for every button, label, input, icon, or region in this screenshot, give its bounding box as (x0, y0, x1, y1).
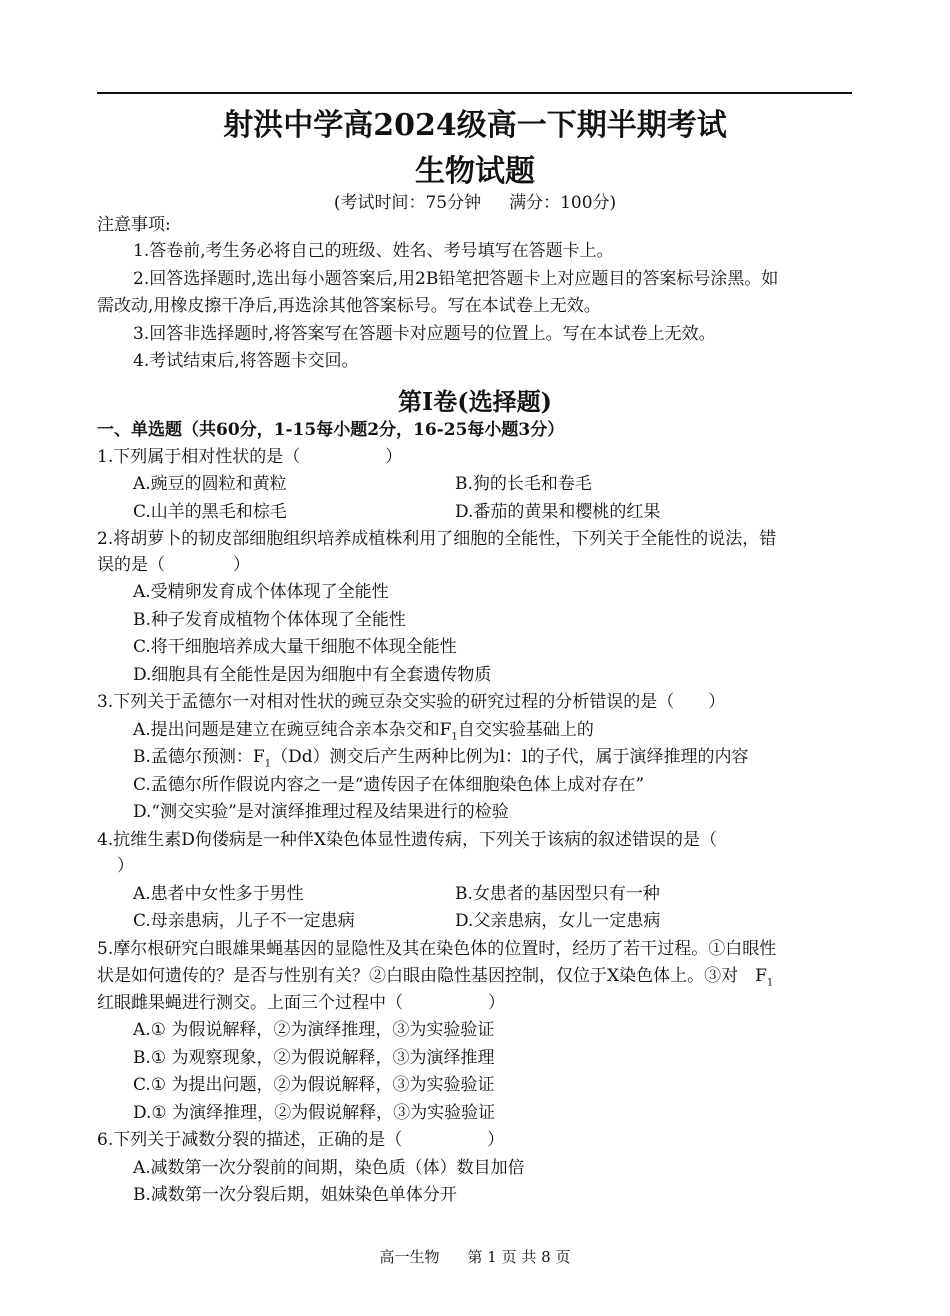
question-stem: ） (117, 856, 134, 876)
option: D.番茄的黄果和樱桃的红果 (455, 502, 661, 522)
option: A.豌豆的圆粒和黄粒 (133, 474, 287, 494)
notice-item: 1.答卷前,考生务必将自己的班级、姓名、考号填写在答题卡上。 (133, 241, 614, 261)
question-stem: 6.下列关于减数分裂的描述，正确的是（ ） (97, 1130, 505, 1150)
option: A.受精卵发育成个体体现了全能性 (133, 582, 389, 602)
option: D.① 为演绎推理，②为假说解释，③为实验验证 (133, 1103, 496, 1123)
notice-heading: 注意事项: (97, 215, 171, 235)
option: A.提出问题是建立在豌豆纯合亲本杂交和$F_1$自交实验基础上的 (133, 720, 594, 743)
page-footer (0, 1246, 950, 1267)
option: C.山羊的黑毛和棕毛 (133, 502, 287, 522)
option: B.减数第一次分裂后期，姐妹染色单体分开 (133, 1185, 457, 1205)
notice-item: 需改动,用橡皮擦干净后,再选涂其他答案标号。写在本试卷上无效。 (97, 296, 601, 316)
notice-item: 3.回答非选择题时,将答案写在答题卡对应题号的位置上。写在本试卷上无效。 (133, 324, 716, 344)
part-heading: 一、单选题（共60分，1-15每小题2分，16-25每小题3分） (97, 420, 565, 440)
question-stem: 2.将胡萝卜的韧皮部细胞组织培养成植株利用了细胞的全能性，下列关于全能性的说法，错 (97, 529, 777, 549)
question-stem: 状是如何遗传的？是否与性别有关？②白眼由隐性基因控制，仅位于X染色体上。③对 $F_1$ (97, 966, 774, 989)
exam-meta (0, 188, 950, 213)
question-stem: 4.抗维生素D佝偻病是一种伴X染色体显性遗传病，下列关于该病的叙述错误的是（ (97, 830, 717, 850)
exam-time: (考试时间：75分钟 (333, 193, 482, 213)
exam-subtitle: 生物试题 (415, 154, 535, 189)
option: A.患者中女性多于男性 (133, 884, 304, 904)
option: B.女患者的基因型只有一种 (455, 884, 660, 904)
option: D.“测交实验”是对演绎推理过程及结果进行的检验 (133, 802, 509, 822)
option: C.孟德尔所作假说内容之一是“遗传因子在体细胞染色体上成对存在” (133, 775, 645, 795)
option: C.① 为提出问题，②为假说解释，③为实验验证 (133, 1075, 495, 1095)
top-rule (97, 92, 852, 94)
option: B.种子发育成植物个体体现了全能性 (133, 610, 406, 630)
footer-page-number: 第 1 页 共 8 页 (467, 1248, 571, 1266)
question-stem: 5.摩尔根研究白眼雄果蝇基因的显隐性及其在染色体的位置时，经历了若干过程。①白眼性 (97, 939, 777, 959)
option: C.将干细胞培养成大量干细胞不体现全能性 (133, 637, 457, 657)
footer-subject: 高一生物 (379, 1248, 440, 1266)
section-title: 第Ⅰ卷(选择题) (398, 387, 552, 416)
option: D.细胞具有全能性是因为细胞中有全套遗传物质 (133, 665, 492, 685)
option: A.减数第一次分裂前的间期，染色质（体）数目加倍 (133, 1158, 525, 1178)
notice-item: 4.考试结束后,将答题卡交回。 (133, 351, 359, 371)
exam-title: 射洪中学高2024级高一下期半期考试 (223, 108, 727, 143)
option: C.母亲患病，儿子不一定患病 (133, 911, 355, 931)
question-stem: 误的是（ ） (97, 555, 250, 575)
option: B.狗的长毛和卷毛 (455, 474, 592, 494)
option: B.① 为观察现象，②为假说解释，③为演绎推理 (133, 1048, 495, 1068)
option: D.父亲患病，女儿一定患病 (455, 911, 661, 931)
question-stem: 3.下列关于孟德尔一对相对性状的豌豆杂交实验的研究过程的分析错误的是（ ） (97, 692, 726, 712)
exam-score: 满分：100分) (509, 193, 617, 213)
notice-item: 2.回答选择题时,选出每小题答案后,用2B铅笔把答题卡上对应题目的答案标号涂黑。如 (133, 269, 779, 289)
question-stem: 红眼雌果蝇进行测交。上面三个过程中（ ） (97, 993, 505, 1013)
option: B.孟德尔预测：$F_1(Dd)$测交后产生两种比例为l：l的子代，属于演绎推理的内容 (133, 747, 749, 770)
option: A.① 为假说解释，②为演绎推理，③为实验验证 (133, 1020, 495, 1040)
question-stem: 1.下列属于相对性状的是（ ） (97, 447, 403, 467)
